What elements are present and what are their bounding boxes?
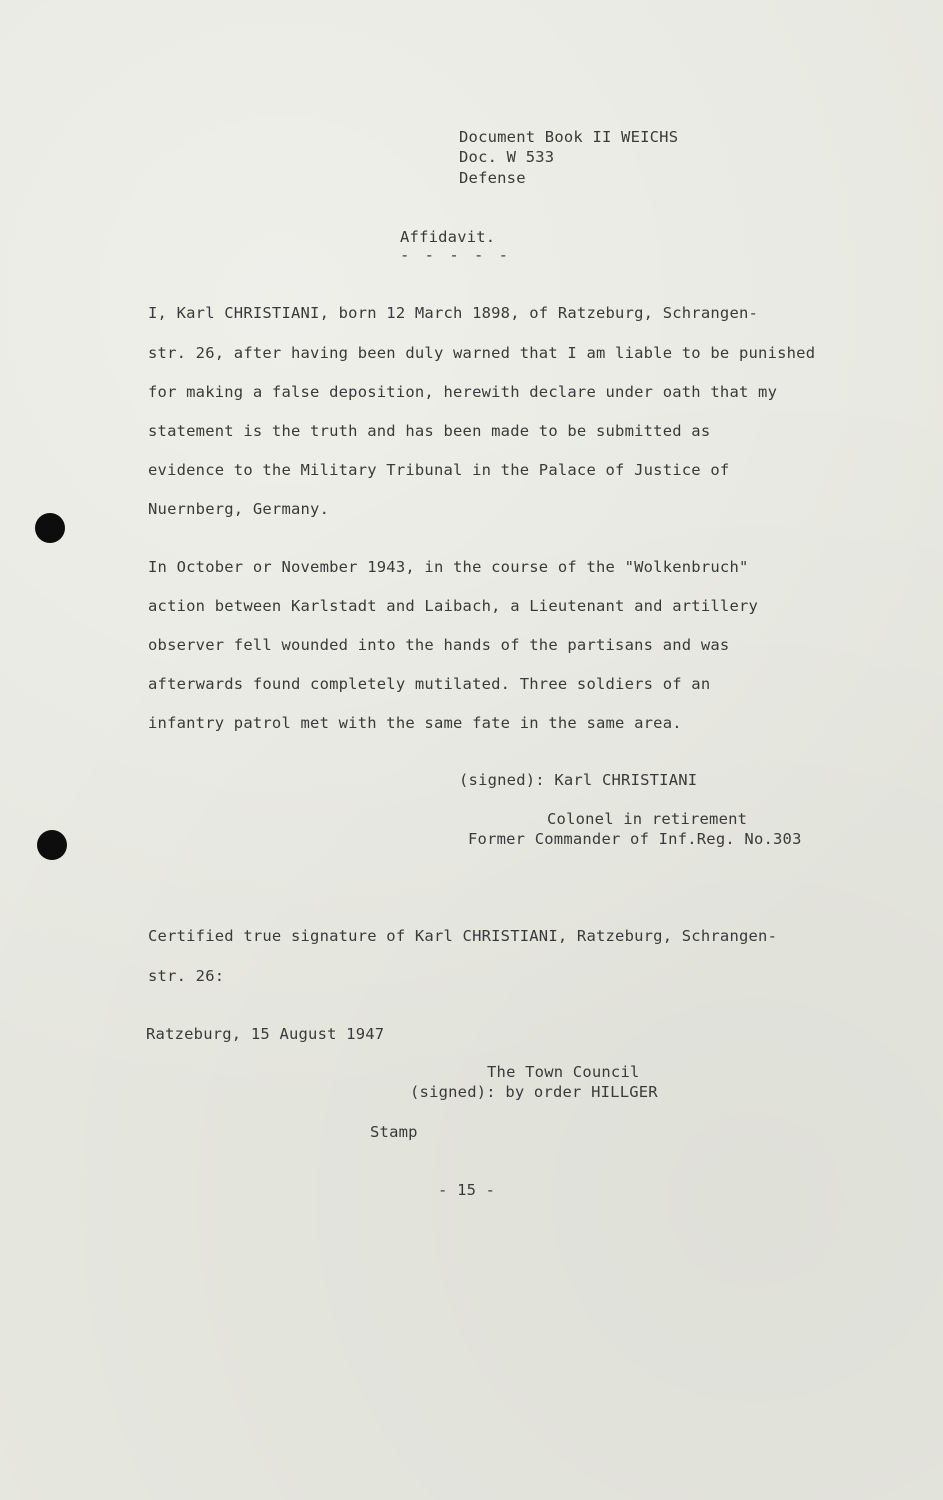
- document-title: Affidavit.: [400, 228, 496, 246]
- certification-line: str. 26:: [148, 967, 225, 985]
- paragraph1-line: str. 26, after having been duly warned that I am liable to be punished: [148, 344, 816, 362]
- punch-hole-top: [35, 513, 65, 543]
- paragraph2-line: observer fell wounded into the hands of the partisans and was: [148, 636, 730, 654]
- signature-signed: (signed): Karl CHRISTIANI: [459, 771, 698, 789]
- stamp-label: Stamp: [370, 1123, 418, 1141]
- council-signed: (signed): by order HILLGER: [410, 1083, 658, 1101]
- header-doc: Doc. W 533: [459, 148, 555, 166]
- council-name: The Town Council: [487, 1063, 640, 1081]
- paragraph1-line: for making a false deposition, herewith declare under oath that my: [148, 383, 778, 401]
- header-party: Defense: [459, 169, 526, 187]
- paragraph2-line: action between Karlstadt and Laibach, a Lieutenant and artillery: [148, 597, 759, 615]
- place-date: Ratzeburg, 15 August 1947: [146, 1025, 385, 1043]
- paragraph2-line: In October or November 1943, in the course of the "Wolkenbruch": [148, 558, 749, 576]
- header-book: Document Book II WEICHS: [459, 128, 679, 146]
- paragraph1-line: statement is the truth and has been made to be submitted as: [148, 422, 711, 440]
- paragraph1-line: evidence to the Military Tribunal in the Palace of Justice of: [148, 461, 730, 479]
- paragraph1-line: Nuernberg, Germany.: [148, 500, 330, 518]
- page-number: - 15 -: [438, 1181, 496, 1199]
- certification-line: Certified true signature of Karl CHRISTIANI, Ratzeburg, Schrangen-: [148, 927, 778, 945]
- title-underline: - - - - -: [400, 246, 511, 264]
- signature-position: Former Commander of Inf.Reg. No.303: [468, 830, 802, 848]
- paragraph1-line: I, Karl CHRISTIANI, born 12 March 1898, of Ratzeburg, Schrangen-: [148, 304, 759, 322]
- paragraph2-line: infantry patrol met with the same fate in the same area.: [148, 714, 682, 732]
- signature-rank: Colonel in retirement: [547, 810, 748, 828]
- punch-hole-bottom: [37, 830, 67, 860]
- paragraph2-line: afterwards found completely mutilated. Three soldiers of an: [148, 675, 711, 693]
